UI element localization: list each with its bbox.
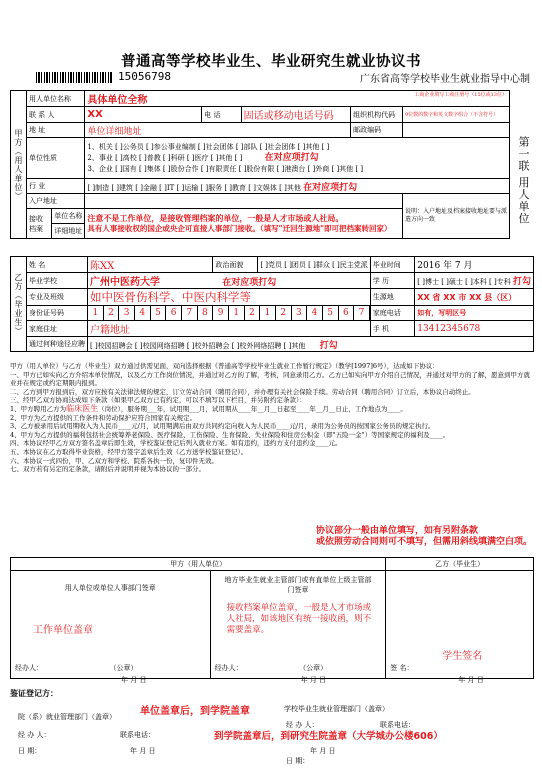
archive-stamp-note: 接收档案单位盖章，一般是人才市场或人社局，如该地区有统一接收函，则不需要盖章。 bbox=[226, 603, 372, 635]
origin-field[interactable] bbox=[415, 289, 534, 306]
a-left-title: 用人单位或单位人事部门签章 bbox=[64, 584, 156, 592]
student-sign-date: 年 月 日 bbox=[458, 676, 484, 684]
school-label: 毕业学校 bbox=[27, 273, 88, 289]
id-digit: 3 bbox=[292, 306, 308, 320]
reg-date-fields: 年 月 日 bbox=[130, 747, 156, 755]
clause-5: 五、本协议在乙方取得毕业资格，经甲方签字盖章后生效（乙方送学校鉴证登记）。 bbox=[10, 447, 248, 456]
politics-options[interactable]: [ ]党员 [ ]团员 [ ]群众 [ ]民主党派 bbox=[258, 257, 370, 273]
clause-3-4: 4、甲方为乙方提供的福利包括社会统筹养老保险、医疗保险、工伤保险、生育保险、失业保险和住房公积金（即"五险一金"）等国家规定的福利及____。 bbox=[10, 430, 450, 439]
archive-note-2: 具有人事接收权的国企或央企可直接人事部门接收。（填写"迁回生源地"即可把档案转回家） bbox=[87, 223, 392, 233]
id-digit: 7 bbox=[182, 306, 198, 320]
reg-date-label: 日 期： bbox=[18, 747, 42, 755]
grad-time-field[interactable] bbox=[415, 257, 534, 273]
dept-label: 院（系）就业管理部门（盖章） bbox=[18, 713, 116, 721]
id-digit: 2 bbox=[276, 306, 292, 320]
dept-note: 单位盖章后，到学院盖章 bbox=[140, 706, 250, 717]
id-digit: 9 bbox=[213, 306, 229, 320]
id-digit: 2 bbox=[104, 306, 120, 320]
party-b-table bbox=[10, 256, 534, 352]
enroll-label: 入户地址 bbox=[27, 194, 85, 209]
student-name-value: 陈XX bbox=[90, 261, 115, 272]
id-digit: 1 bbox=[88, 306, 104, 320]
channel-label: 通过何种途径应聘 bbox=[27, 337, 88, 352]
mobile-field[interactable] bbox=[415, 321, 534, 337]
nature-note: 在对应项打勾 bbox=[264, 152, 319, 163]
school-dept-label: 学校毕业生就业管理部门（盖章） bbox=[284, 705, 389, 713]
clause-3-1-fill: 临床医生 bbox=[66, 403, 99, 413]
id-digit-row bbox=[88, 306, 370, 320]
archive-addr-label: 详细地址 bbox=[52, 224, 85, 239]
home-address-field[interactable] bbox=[88, 321, 371, 337]
phone-field[interactable] bbox=[241, 107, 351, 123]
id-digit: 3 bbox=[119, 306, 135, 320]
employer-name-value: 具体单位全称 bbox=[87, 95, 148, 106]
org-code-field[interactable] bbox=[402, 107, 509, 123]
nature-line-1: 1、机关 [ ]公务员 [ ]参公事业编制 [ ]社会团体 [ ]部队 [ ]社会团体 [ ]其他 [ ] bbox=[87, 142, 330, 151]
party-a-table bbox=[10, 90, 510, 239]
copy-label: 第一联 用人单位 bbox=[517, 136, 530, 225]
student-name-label: 姓 名 bbox=[27, 257, 88, 273]
id-field[interactable] bbox=[88, 306, 371, 321]
student-sign-label: 签 名： bbox=[390, 664, 414, 672]
home-phone-field[interactable] bbox=[415, 306, 534, 321]
nature-line-3: 3、企业 [ ]国有 [ ]集体 [ ]股份合作 [ ]有限责任 [ ]股份有限 [ ]港澳台 [ ]外商 [ ]其他 [ ] bbox=[87, 164, 364, 173]
postcode-field[interactable] bbox=[402, 123, 509, 138]
id-digit: 8 bbox=[198, 306, 214, 320]
politics-note: 在对应项打勾 bbox=[222, 278, 277, 288]
archive-field[interactable] bbox=[85, 209, 403, 239]
party-a-stamp-area[interactable] bbox=[11, 571, 211, 684]
employer-name-label: 用人单位名称 bbox=[27, 91, 85, 107]
clause-note-1: 协议部分一般由单位填写，如有另附条款 bbox=[316, 526, 479, 536]
home-phone-label: 家庭电话 bbox=[370, 306, 415, 321]
party-a-label: 甲方（用人单位） bbox=[11, 91, 27, 239]
intro-text: 甲方（用人单位）与乙方（毕业生）双方通过供需见面，双向选择根据《普通高等学校毕业生就业工作暂行规定》（教学[1997]6号），达成如下协议： bbox=[10, 362, 439, 370]
nature-options[interactable] bbox=[85, 138, 510, 179]
reg-date2-label: 日 期： bbox=[286, 757, 310, 765]
enroll-side-note: 说明：入户地址及档案接收地址要与派遣方向一致 bbox=[402, 194, 509, 239]
contact-field[interactable] bbox=[85, 107, 202, 123]
origin-value: XX 省 XX 市 XX 县（区） bbox=[417, 292, 517, 302]
reg-handler-label: 经 办 人： bbox=[18, 731, 51, 739]
channel-note: 打勾 bbox=[319, 340, 338, 351]
nature-label: 单位性质 bbox=[27, 138, 85, 179]
a-right-title: 地方毕业生就业主管部门或有直单位上级主管部门签章 bbox=[224, 576, 372, 594]
agreement-text bbox=[10, 362, 534, 474]
id-digit: 4 bbox=[307, 306, 323, 320]
contact-label: 联 系 人 bbox=[27, 107, 85, 123]
address-field[interactable] bbox=[85, 123, 351, 138]
nature-line-2: 2、事业 [ ]高校 [ ]普教 [ ]科研 [ ]医疗 [ ]其他 [ ] 在对应项打勾 bbox=[87, 152, 319, 163]
a-right-date: 年 月 日 bbox=[300, 676, 327, 684]
home-address-label: 家庭住址 bbox=[27, 321, 88, 337]
clause-6: 六、本协议一式四份，甲、乙双方和学校、院系各执一份，复印件无效。 bbox=[10, 456, 218, 465]
reg-date2-fields: 年 月 日 bbox=[310, 747, 336, 755]
id-digit: 5 bbox=[323, 306, 339, 320]
politics-label: 政治面貌 bbox=[213, 257, 258, 273]
clause-note-2: 或依照劳动合同则可不填写，但需用斜线填满空白项。 bbox=[316, 537, 533, 547]
industry-note: 在对应项打勾 bbox=[303, 182, 358, 193]
reg-contact-label: 联系电话： bbox=[120, 731, 155, 739]
clause-3-2: 2、甲方为乙方提供的工作条件和劳动保护应符合国家有关规定。 bbox=[10, 413, 197, 422]
id-digit: 4 bbox=[135, 306, 151, 320]
clause-4: 四、本协议经甲乙方双方签名盖章后即生效，学校鉴证登记后列入就业方案。如有违约，违约方支付违约金____元。 bbox=[10, 439, 342, 448]
grad-time-value: 2016 年 7 月 bbox=[417, 261, 473, 271]
archive-unit-label: 单位名称 bbox=[52, 209, 85, 224]
org-code-hint: 9位数的数字和英文数字组合（不含符号） bbox=[404, 111, 499, 118]
clause-3-1: 1、甲方聘用乙方为临床医生（岗位），服务期___年，试用期___月，试用期从____年__月__日起至____年__月__日止，工作地点为____。 bbox=[10, 403, 407, 413]
party-b-header: 乙方（毕业生） bbox=[386, 558, 534, 571]
student-sign-area[interactable] bbox=[386, 571, 534, 684]
industry-options[interactable]: [ ]制造 [ ]建筑 [ ]金融 [ ]IT [ ]运输 [ ]服务 [ ]教育 [ ]文娱体 [ ]其他 在对应项打勾 bbox=[85, 179, 510, 194]
degree-note: 打勾 bbox=[512, 277, 531, 287]
a-left-date: 年 月 日 bbox=[121, 676, 147, 684]
archive-stamp-area[interactable] bbox=[210, 571, 386, 684]
employer-name-field[interactable] bbox=[85, 91, 510, 107]
reg-contact2-label: 联系电话： bbox=[380, 721, 415, 729]
signature-table bbox=[10, 557, 534, 684]
archive-label: 接收档案 bbox=[27, 209, 52, 239]
mobile-label: 手 机 bbox=[370, 321, 415, 337]
id-digit: 2 bbox=[245, 306, 261, 320]
major-value: 如中医骨伤科学、中医内科学等 bbox=[90, 290, 251, 304]
id-digit: 6 bbox=[166, 306, 182, 320]
registration-title: 鉴证登记方： bbox=[10, 688, 58, 698]
degree-label: 学 历 bbox=[370, 273, 415, 289]
student-name-field[interactable] bbox=[88, 257, 213, 273]
phone-value: 固话或移动电话号码 bbox=[243, 111, 334, 122]
grad-time-label: 毕业时间 bbox=[370, 257, 415, 273]
a-left-handler: 经办人： （公章） bbox=[15, 664, 138, 672]
page-title: 普通高等学校毕业生、毕业研究生就业协议书 bbox=[121, 53, 421, 70]
id-digit: 1 bbox=[229, 306, 245, 320]
clause-3-3: 3、乙方被录用后试用期收入为人民币____元/月，试用期满后由双方共同约定向收入为人民币____元/月，录用为公务员的按国家公务员的规定执行。 bbox=[10, 422, 435, 431]
clause-2: 二、乙方到甲方报到后，双方应按有关法律法规的规定，订立劳动合同（聘用合同），并办理有关社会保险手续。劳动合同（聘用合同）订立后，本协议自动终止。 bbox=[10, 387, 475, 396]
stamp-note: 工作单位盖章 bbox=[33, 625, 93, 636]
serial-number: 15056798 bbox=[118, 70, 171, 83]
phone-label: 电 话 bbox=[202, 107, 241, 123]
party-b-label: 乙方（毕业生） bbox=[11, 257, 27, 352]
school-note: 到学院盖章后，到研究生院盖章（大学城办公楼606） bbox=[214, 731, 443, 742]
party-a-header: 甲方（用人单位） bbox=[11, 558, 386, 571]
clause-3: 三、经甲乙双方协商达成如下条款（如果甲乙双方已有约定，可以不填写以下栏目，并另附约定条款）： bbox=[10, 396, 306, 405]
id-label: 身份证号码 bbox=[27, 306, 88, 321]
clause-note bbox=[316, 526, 532, 548]
id-digit: 5 bbox=[151, 306, 167, 320]
school-field[interactable] bbox=[88, 273, 371, 289]
barcode bbox=[36, 72, 112, 83]
clause-7: 七、双方若有另定的定条款，请附后并说明并视为本协议的一部分。 bbox=[10, 465, 205, 474]
contact-value: XX bbox=[87, 109, 103, 120]
reg-handler2-label: 经 办 人： bbox=[286, 721, 319, 729]
archive-note-1: 注意不是工作单位，是接收管理档案的单位，一般是人才市场或人社局。 bbox=[87, 213, 344, 223]
major-label: 专业及班级 bbox=[27, 289, 88, 306]
home-address-value: 户籍地址 bbox=[90, 325, 130, 336]
enroll-field[interactable] bbox=[85, 194, 403, 209]
id-digit: 7 bbox=[354, 306, 370, 320]
address-label: 地 址 bbox=[27, 123, 85, 138]
a-right-handler: 经办人： （公章） bbox=[214, 664, 328, 672]
student-sign-note: 学生签名 bbox=[442, 651, 483, 662]
channel-options[interactable]: [ ]校园招聘会 [ ]校园网络招聘 [ ]校外招聘会 [ ]校外网络招聘 [ ]其他 打勾 bbox=[88, 337, 534, 352]
major-field[interactable] bbox=[88, 289, 371, 306]
id-digit: 1 bbox=[260, 306, 276, 320]
address-value: 单位详细地址 bbox=[87, 126, 142, 137]
industry-label: 行 业 bbox=[27, 179, 85, 194]
issuer: 广东省高等学校毕业生就业指导中心制 bbox=[360, 74, 530, 85]
origin-label: 生源地 bbox=[370, 289, 415, 306]
reg-hint: 工商企业填写工商注册号（15位或13位） bbox=[414, 92, 507, 98]
school-value: 广州中医药大学 bbox=[90, 277, 160, 288]
id-digit: 6 bbox=[339, 306, 355, 320]
org-code-label: 组织机构代码 bbox=[351, 107, 403, 123]
postcode-label: 邮政编码 bbox=[351, 123, 403, 138]
home-phone-value: 如有，写明区号 bbox=[417, 309, 467, 317]
clause-1: 一、甲方已如实向乙方介绍本单位情况，以及乙方工作岗位情况，并通过对乙方的了解，考核，同意录用乙方。乙方已如实向甲方介绍自己情况，并通过对甲方的了解，愿意到甲方就业并在规定或约定期限内报到。 bbox=[10, 370, 530, 388]
mobile-value: 13412345678 bbox=[417, 323, 481, 334]
degree-options[interactable]: [ ]博士 [ ]硕士 [ ]本科 [ ]专科 打勾 bbox=[415, 273, 534, 289]
